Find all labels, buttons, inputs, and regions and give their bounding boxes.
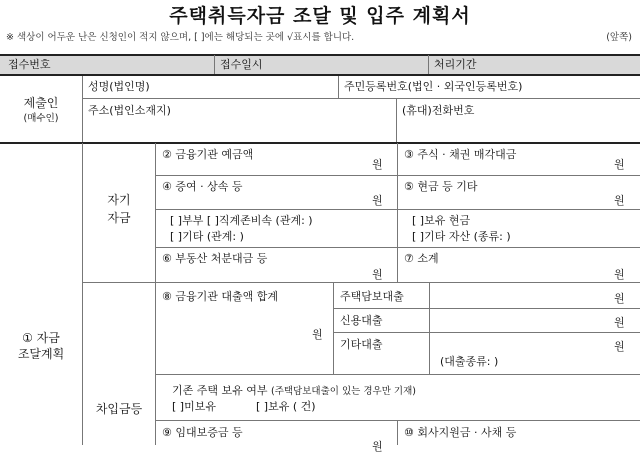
submitter-label: 제출인	[23, 96, 59, 110]
section1-label-1: ① 자금	[22, 331, 60, 345]
relation-checkbox-1[interactable]: [ ]부부 [ ]직계존비속 (관계: )	[170, 214, 313, 227]
submitter-sub: (매수인)	[23, 113, 59, 124]
lease-deposit-field[interactable]: ⑨ 임대보증금 등	[162, 426, 243, 439]
real-estate-unit: 원	[372, 268, 383, 281]
company-loan-field[interactable]: ⑩ 회사지원금 · 사채 등	[404, 426, 517, 439]
existing-house-note: (주택담보대출이 있는 경우만 기재)	[271, 386, 416, 397]
mortgage-label: 주택담보대출	[340, 290, 404, 303]
stocks-unit: 원	[614, 158, 625, 171]
own-funds-label-2: 자금	[107, 211, 131, 225]
form-title: 주택취득자금 조달 및 입주 계획서	[169, 5, 471, 27]
loan-total-unit: 원	[312, 328, 323, 341]
other-loan-label: 기타대출	[340, 338, 383, 351]
deposit-unit: 원	[372, 158, 383, 171]
relation-checkbox-2[interactable]: [ ]기타 (관계: )	[170, 230, 244, 243]
deposit-field[interactable]: ② 금융기관 예금액	[162, 148, 254, 161]
stocks-field[interactable]: ③ 주식 · 채권 매각대금	[404, 148, 517, 161]
mortgage-unit: 원	[614, 292, 625, 305]
hold-cash-checkbox[interactable]: [ ]보유 현금	[412, 214, 471, 227]
header-row	[0, 55, 640, 74]
gift-unit: 원	[372, 194, 383, 207]
credit-label: 신용대출	[340, 314, 383, 327]
receipt-date-label: 접수일시	[220, 58, 263, 71]
lease-deposit-unit: 원	[372, 440, 383, 453]
no-house-checkbox[interactable]: [ ]미보유	[172, 400, 216, 413]
subtotal-unit: 원	[614, 268, 625, 281]
existing-house-text: 기존 주택 보유 여부	[172, 384, 268, 397]
address-field[interactable]: 주소(법인소재지)	[88, 104, 171, 117]
phone-field[interactable]: (휴대)전화번호	[402, 104, 475, 117]
receipt-no-label: 접수번호	[8, 58, 51, 71]
credit-unit: 원	[614, 316, 625, 329]
loan-total-field[interactable]: ⑧ 금융기관 대출액 합계	[162, 290, 278, 303]
real-estate-field[interactable]: ⑥ 부동산 처분대금 등	[162, 252, 268, 265]
gift-field[interactable]: ④ 증여 · 상속 등	[162, 180, 243, 193]
other-asset-checkbox[interactable]: [ ]기타 자산 (종류: )	[412, 230, 511, 243]
own-funds-label-1: 자기	[107, 193, 131, 207]
other-loan-unit: 원	[614, 340, 625, 353]
own-house-checkbox[interactable]: [ ]보유 ( 건)	[256, 400, 316, 413]
page-side: (앞쪽)	[606, 32, 632, 43]
subtotal-field[interactable]: ⑦ 소계	[404, 252, 439, 265]
existing-house-label	[172, 384, 416, 399]
section1-label-2: 조달계획	[17, 347, 65, 361]
form-note: ※ 색상이 어두운 난은 신청인이 적지 않으며, [ ]에는 해당되는 곳에 √표시를 합니다.	[6, 32, 355, 43]
borrow-label: 차입금등	[95, 402, 143, 416]
reg-no-field[interactable]: 주민등록번호(법인 · 외국인등록번호)	[344, 80, 523, 93]
loan-type-field[interactable]: (대출종류: )	[440, 355, 499, 368]
cash-field[interactable]: ⑤ 현금 등 기타	[404, 180, 478, 193]
cash-unit: 원	[614, 194, 625, 207]
process-period-label: 처리기간	[434, 58, 477, 71]
name-field[interactable]: 성명(법인명)	[88, 80, 150, 93]
